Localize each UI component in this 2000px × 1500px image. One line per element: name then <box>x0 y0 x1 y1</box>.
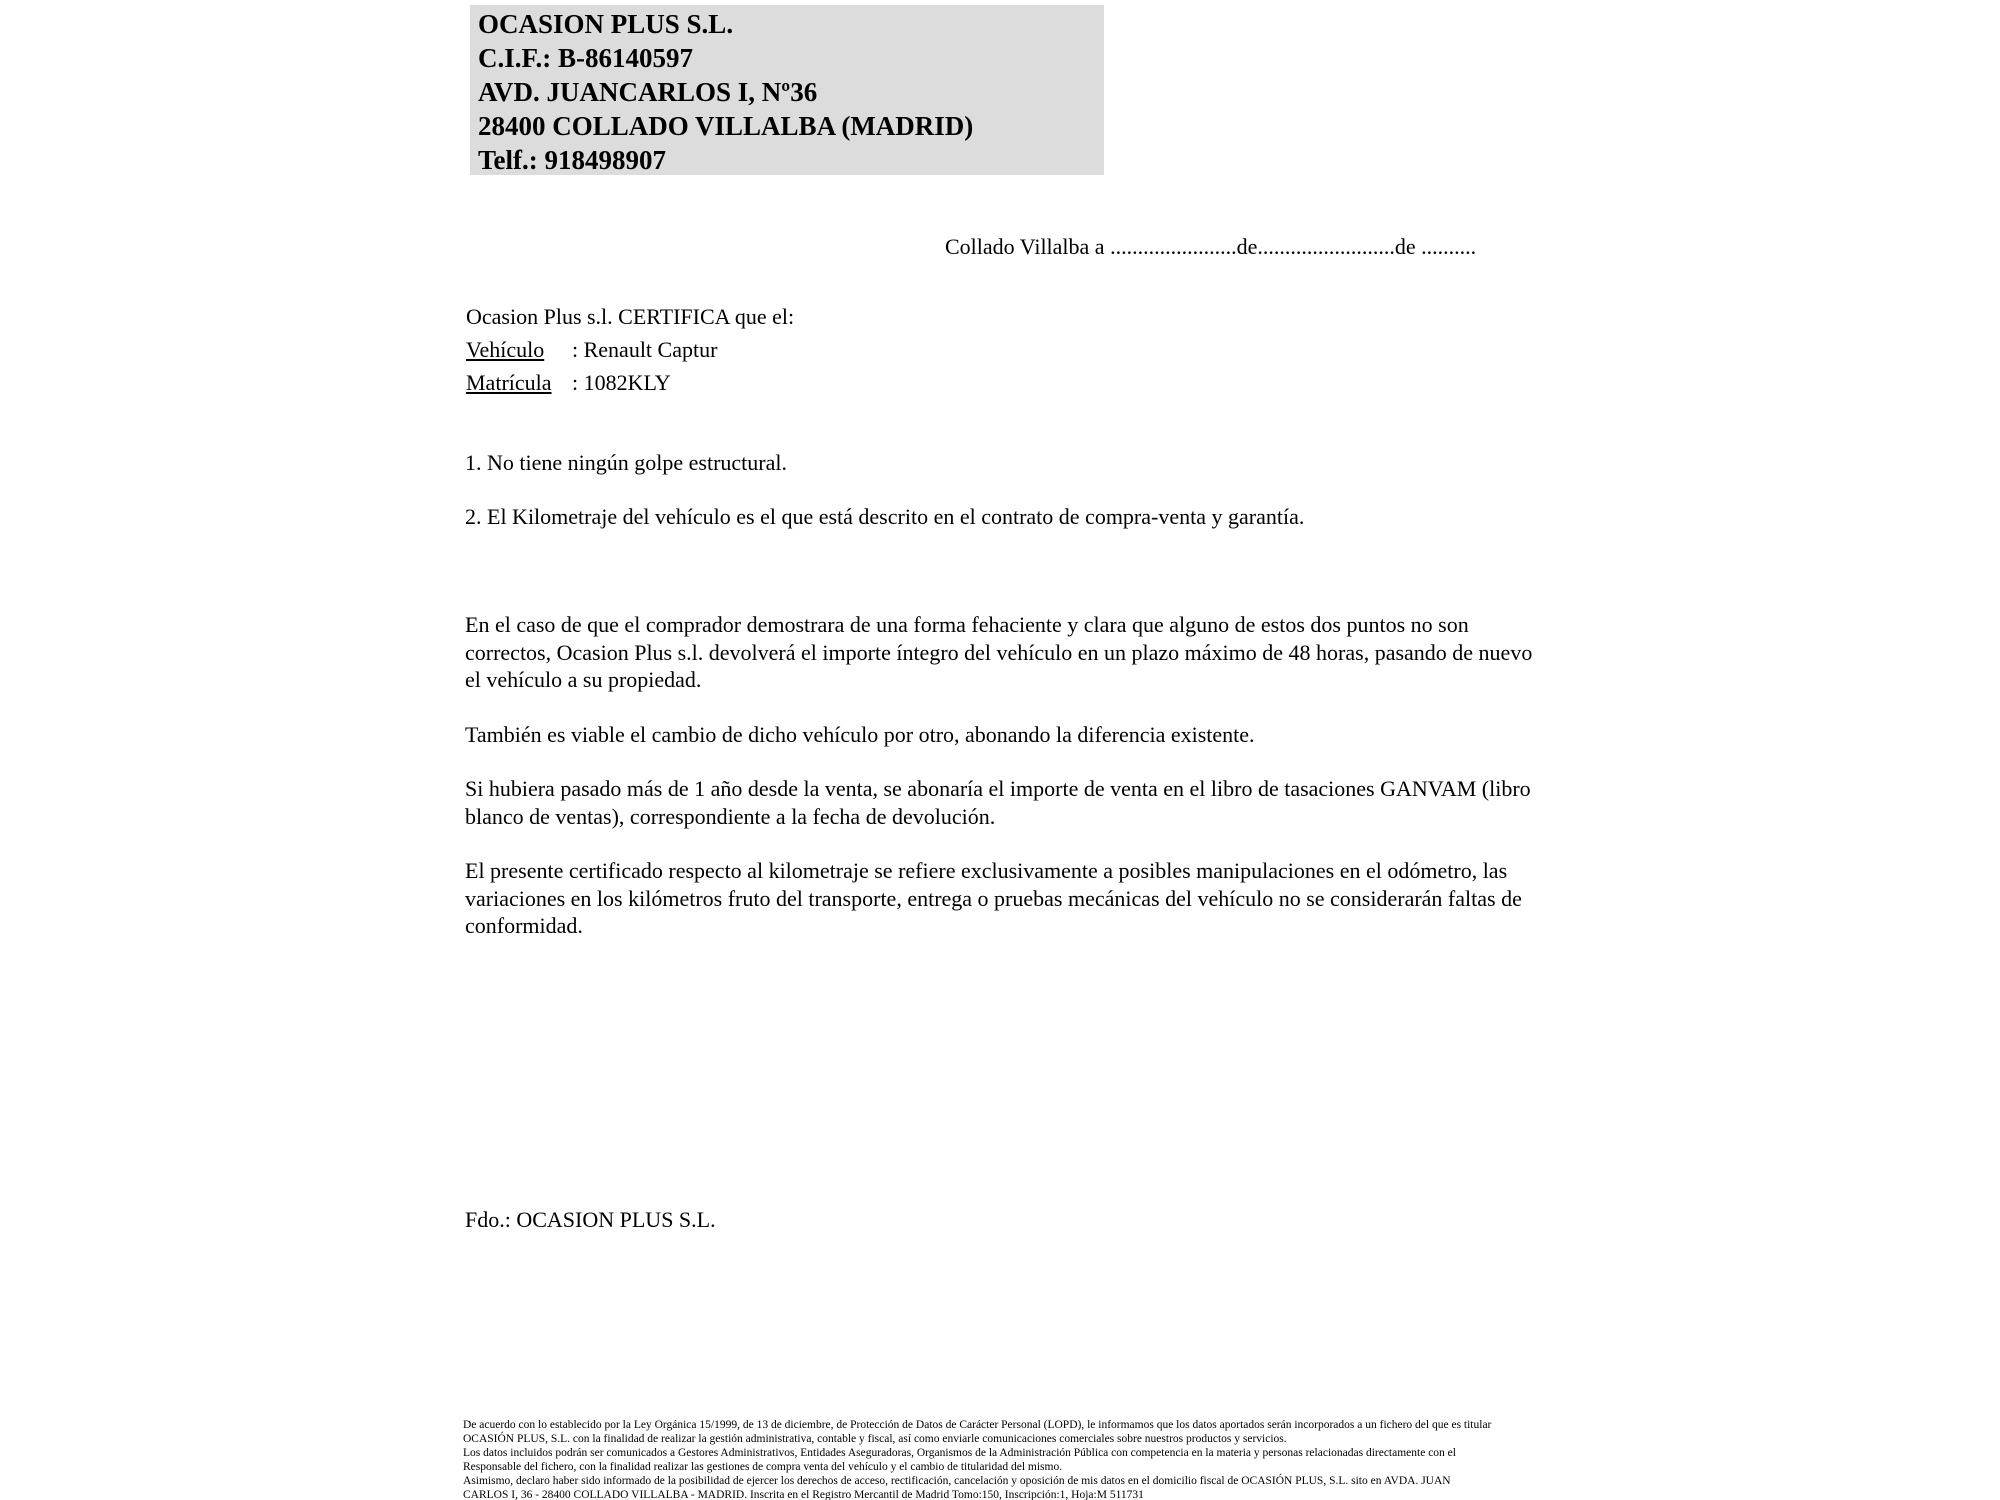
legal-line-6: CARLOS I, 36 - 28400 COLLADO VILLALBA - MADRID. Inscrita en el Registro Mercantil de Madrid Tomo:150, Inscripción:1, Hoja:M 511731 <box>463 1489 1144 1500</box>
legal-line-4: Responsable del fichero, con la finalidad realizar las gestiones de compra venta del vehículo y el cambio de titularidad del mismo. <box>463 1461 1063 1473</box>
company-address: AVD. JUANCARLOS I, Nº36 <box>478 77 818 107</box>
paragraph-exchange-clause: También es viable el cambio de dicho vehículo por otro, abonando la diferencia existente. <box>465 721 1255 747</box>
plate-label: Matrícula <box>466 370 552 395</box>
date-fill-in-line: Collado Villalba a .......................de.........................de .......... <box>945 234 1477 259</box>
certified-point-structural: 1. No tiene ningún golpe estructural. <box>465 450 787 475</box>
legal-line-1: De acuerdo con lo establecido por la Ley Orgánica 15/1999, de 13 de diciembre, de Protección de Datos de Carácter Personal (LOPD), le informamos que los datos aportados serán incorporados a un fichero del que es titular <box>463 1419 1492 1431</box>
vehicle-value: : Renault Captur <box>572 337 718 362</box>
plate-field <box>466 366 794 399</box>
company-header-block <box>470 5 1104 175</box>
signature-line: Fdo.: OCASION PLUS S.L. <box>465 1207 716 1232</box>
certify-intro: Ocasion Plus s.l. CERTIFICA que el: <box>466 304 795 329</box>
body-paragraphs <box>465 611 1550 967</box>
legal-line-2: OCASIÓN PLUS, S.L. con la finalidad de realizar la gestión administrativa, contable y fiscal, así como enviarle comunicaciones comerciales sobre nuestros productos y servicios. <box>463 1433 1287 1445</box>
legal-line-5: Asimismo, declaro haber sido informado de la posibilidad de ejercer los derechos de acceso, rectificación, cancelación y oposición de mis datos en el domicilio fiscal de OCASIÓN PLUS, S.L. sito en AVDA. JUAN <box>463 1475 1451 1487</box>
plate-value: : 1082KLY <box>572 370 671 395</box>
paragraph-refund-clause: En el caso de que el comprador demostrara de una forma fehaciente y clara que alguno de estos dos puntos no son correctos, Ocasion Plus s.l. devolverá el importe íntegro del vehículo en un plazo máximo de 48 horas, pasando de nuevo el vehículo a su propiedad. <box>465 612 1533 692</box>
company-city: 28400 COLLADO VILLALBA (MADRID) <box>478 111 974 141</box>
vehicle-label: Vehículo <box>466 337 545 362</box>
paragraph-odometer-clause: El presente certificado respecto al kilometraje se refiere exclusivamente a posibles manipulaciones en el odómetro, las variaciones en los kilómetros fruto del transporte, entrega o pruebas mecánicas del vehículo no se considerarán faltas de conformidad. <box>465 858 1522 938</box>
certification-block <box>466 300 794 399</box>
legal-line-3: Los datos incluidos podrán ser comunicados a Gestores Administrativos, Entidades Aseguradoras, Organismos de la Administración Pública con competencia en la materia y personas relacionadas directamente con el <box>463 1447 1456 1459</box>
company-cif: C.I.F.: B-86140597 <box>478 43 694 73</box>
company-phone: Telf.: 918498907 <box>478 145 666 175</box>
company-name: OCASION PLUS S.L. <box>478 9 734 39</box>
legal-footer <box>463 1418 1563 1500</box>
vehicle-field <box>466 333 794 366</box>
paragraph-ganvam-clause: Si hubiera pasado más de 1 año desde la venta, se abonaría el importe de venta en el libro de tasaciones GANVAM (libro blanco de ventas), correspondiente a la fecha de devolución. <box>465 776 1531 829</box>
certified-point-mileage: 2. El Kilometraje del vehículo es el que está descrito en el contrato de compra-venta y garantía. <box>465 504 1305 529</box>
